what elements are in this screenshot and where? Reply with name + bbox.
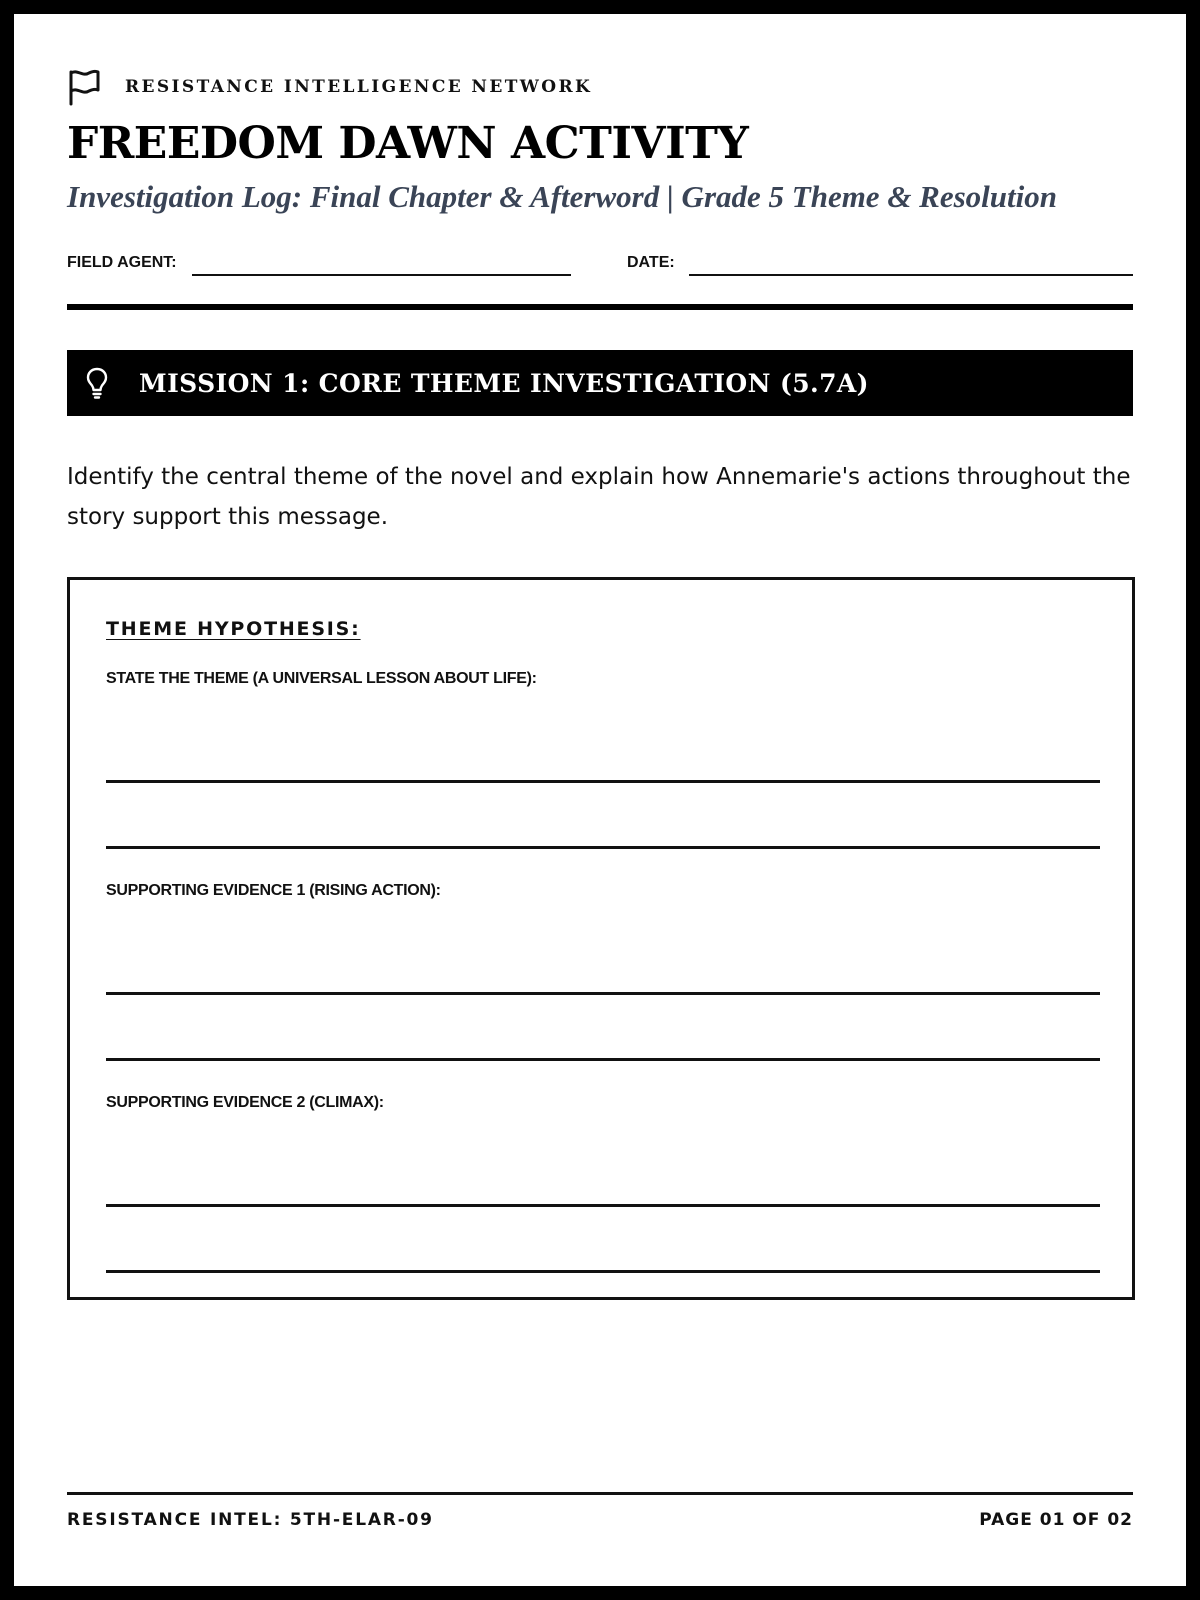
evidence-2-prompt-label: SUPPORTING EVIDENCE 2 (CLIMAX): (106, 1094, 384, 1111)
evidence-2-answer-line-2[interactable] (106, 1270, 1100, 1273)
evidence-2-answer-line-1[interactable] (106, 1204, 1100, 1207)
theme-hypothesis-box (67, 577, 1135, 1300)
header-divider (67, 304, 1133, 310)
flag-icon (67, 68, 101, 106)
worksheet-page (14, 14, 1186, 1586)
field-agent-label: FIELD AGENT: (67, 254, 177, 271)
footer-page-number: PAGE 01 OF 02 (979, 1510, 1133, 1530)
page-subtitle: Investigation Log: Final Chapter & Afterword | Grade 5 Theme & Resolution (67, 179, 1058, 214)
theme-prompt-label: STATE THE THEME (A UNIVERSAL LESSON ABOUT LIFE): (106, 670, 537, 687)
mission-instructions: Identify the central theme of the novel and explain how Annemarie's actions throughout the story support this message. (67, 464, 1131, 530)
date-input-line[interactable] (689, 274, 1133, 276)
page-title: FREEDOM DAWN ACTIVITY (67, 118, 749, 169)
network-header (67, 68, 592, 106)
mission-title: MISSION 1: CORE THEME INVESTIGATION (5.7A) (139, 368, 869, 398)
theme-answer-line-2[interactable] (106, 846, 1100, 849)
field-agent-input-line[interactable] (192, 274, 571, 276)
evidence-1-answer-line-1[interactable] (106, 992, 1100, 995)
mission-banner (67, 350, 1133, 416)
agent-date-row (67, 248, 1133, 278)
theme-hypothesis-heading: THEME HYPOTHESIS: (106, 618, 361, 640)
network-label: RESISTANCE INTELLIGENCE NETWORK (125, 77, 593, 97)
footer-code: RESISTANCE INTEL: 5TH-ELAR-09 (67, 1510, 434, 1530)
theme-answer-line-1[interactable] (106, 780, 1100, 783)
evidence-1-answer-line-2[interactable] (106, 1058, 1100, 1061)
footer-divider (67, 1492, 1133, 1495)
evidence-1-prompt-label: SUPPORTING EVIDENCE 1 (RISING ACTION): (106, 882, 441, 899)
date-label: DATE: (627, 254, 675, 271)
lightbulb-icon (85, 366, 109, 400)
